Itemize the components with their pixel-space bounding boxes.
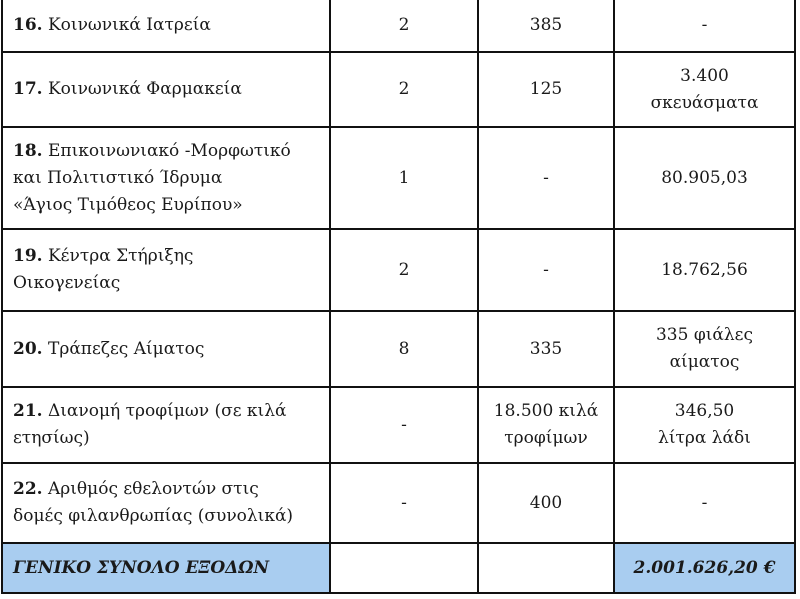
amount-cell: 18.762,56	[614, 229, 795, 311]
beneficiaries-cell: 385	[478, 0, 614, 52]
row-name: Επικοινωνιακό -Μορφωτικό	[47, 140, 291, 161]
row-label	[2, 463, 330, 543]
row-label	[2, 229, 330, 311]
units-cell: 1	[330, 127, 478, 229]
row-label	[2, 52, 330, 127]
beneficiaries-cell: -	[478, 229, 614, 311]
table-row	[2, 311, 795, 387]
empty-cell	[478, 543, 614, 593]
table-row	[2, 463, 795, 543]
table-row	[2, 127, 795, 229]
amount-cell: -	[614, 463, 795, 543]
row-label	[2, 0, 330, 52]
row-number: 20.	[13, 338, 43, 359]
units-cell: 2	[330, 0, 478, 52]
row-label	[2, 127, 330, 229]
units-cell: -	[330, 463, 478, 543]
amount-cell: 80.905,03	[614, 127, 795, 229]
beneficiaries-cell: 125	[478, 52, 614, 127]
units-cell: 2	[330, 52, 478, 127]
row-name: Κέντρα Στήριξης	[47, 246, 194, 266]
beneficiaries-cell	[478, 387, 614, 463]
row-label	[2, 387, 330, 463]
total-label: ΓΕΝΙΚΟ ΣΥΝΟΛΟ ΕΞΟΔΩΝ	[2, 543, 330, 593]
row-number: 18.	[13, 140, 43, 161]
row-name: Κοινωνικά Ιατρεία	[47, 15, 211, 35]
amount-cell	[614, 52, 795, 127]
expenses-table	[1, 0, 796, 594]
beneficiaries-cell: 400	[478, 463, 614, 543]
row-number: 22.	[13, 479, 43, 499]
amount-line: αίματος	[669, 352, 740, 372]
row-label	[2, 311, 330, 387]
table-row	[2, 229, 795, 311]
total-value: 2.001.626,20 €	[614, 543, 795, 593]
row-name: Τράπεζες Αίματος	[47, 338, 205, 359]
amount-line: 346,50	[674, 401, 735, 421]
row-name: Κοινωνικά Φαρμακεία	[47, 79, 242, 99]
row-name: και Πολιτιστικό Ίδρυμα	[13, 167, 223, 188]
amount-cell	[614, 311, 795, 387]
amount-cell: -	[614, 0, 795, 52]
units-cell: 8	[330, 311, 478, 387]
amount-line: σκευάσματα	[650, 92, 759, 113]
row-name: Οικογενείας	[13, 273, 121, 293]
table-row	[2, 52, 795, 127]
row-name: δομές φιλανθρωπίας (συνολικά)	[13, 506, 294, 526]
amount-cell	[614, 387, 795, 463]
empty-cell	[330, 543, 478, 593]
beneficiaries-line: 18.500 κιλά	[493, 401, 599, 421]
row-name: Αριθμός εθελοντών στις	[47, 479, 259, 499]
total-row	[2, 543, 795, 593]
amount-line: 335 φιάλες	[655, 325, 753, 345]
beneficiaries-line: τροφίμων	[504, 428, 588, 448]
table-row	[2, 387, 795, 463]
row-name: ετησίως)	[13, 428, 90, 448]
beneficiaries-cell: 335	[478, 311, 614, 387]
amount-line: λίτρα λάδι	[658, 428, 751, 448]
units-cell: 2	[330, 229, 478, 311]
row-number: 21.	[13, 401, 43, 421]
beneficiaries-cell: -	[478, 127, 614, 229]
table-row	[2, 0, 795, 52]
row-name: Διανομή τροφίμων (σε κιλά	[47, 401, 287, 421]
units-cell: -	[330, 387, 478, 463]
amount-line: 3.400	[680, 65, 729, 86]
row-number: 19.	[13, 246, 43, 266]
row-name: «Άγιος Τιμόθεος Ευρίπου»	[13, 194, 243, 215]
row-number: 17.	[13, 79, 43, 99]
row-number: 16.	[13, 15, 43, 35]
